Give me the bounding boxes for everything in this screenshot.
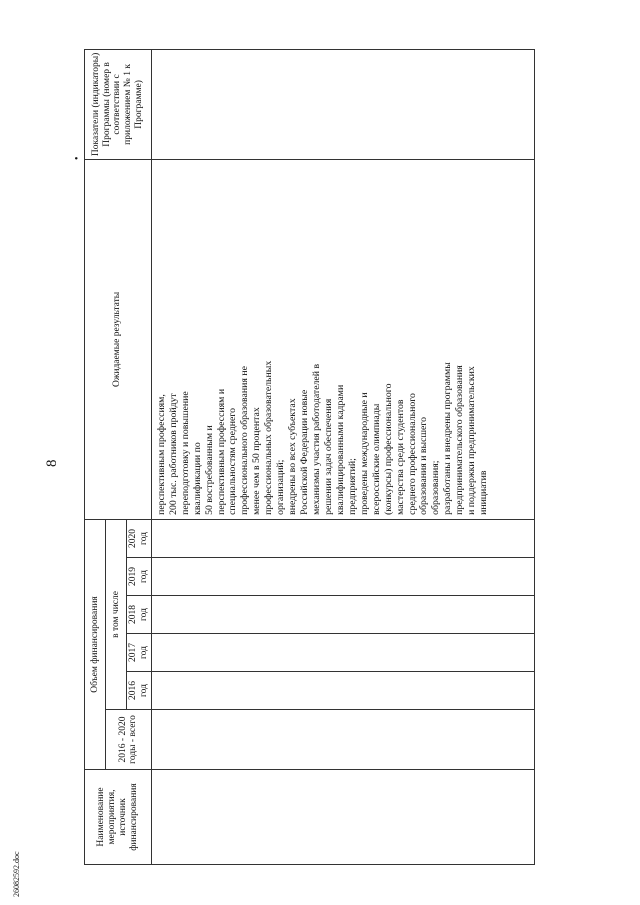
cell-2017 xyxy=(151,634,534,672)
expected-results-text xyxy=(156,164,490,515)
header-financing: Объем финансирования xyxy=(85,519,106,769)
header-2020: 2020 год xyxy=(127,519,152,557)
expected-results-line: предпринимательского образования xyxy=(454,365,466,515)
cell-indicators xyxy=(151,49,534,159)
header-2017: 2017 год xyxy=(127,634,152,672)
cell-2016 xyxy=(151,672,534,710)
page-number: 8 xyxy=(44,459,60,467)
expected-results-line: 50 востребованным и xyxy=(203,425,215,515)
expected-results-line: профессионального образования не xyxy=(239,366,251,515)
expected-results-line: перспективным профессиям, xyxy=(155,394,167,515)
expected-results-line: перспективным профессиям и xyxy=(215,388,227,515)
cell-activity xyxy=(151,770,534,865)
cell-2018 xyxy=(151,596,534,634)
expected-results-line: Российской Федерации новые xyxy=(299,389,311,515)
cell-total xyxy=(151,710,534,770)
page-mark: • xyxy=(72,156,83,160)
cell-2020 xyxy=(151,519,534,557)
expected-results-line: специальностям среднего xyxy=(227,407,239,515)
cell-2019 xyxy=(151,558,534,596)
expected-results-line: 200 тыс. работников пройдут xyxy=(167,393,179,515)
header-indicators: Показатели (индикаторы) Программы (номер в соответствии с приложением № 1 к Программе) xyxy=(85,49,152,159)
header-total: 2016 - 2020 годы - всего xyxy=(106,710,152,770)
header-including: в том числе xyxy=(106,519,127,709)
expected-results-line: предприятий; xyxy=(346,458,358,515)
expected-results-line: среднего профессионального xyxy=(406,393,418,515)
expected-results-line: мастерства среди студентов xyxy=(394,399,406,515)
header-activity: Наименование мероприятия, источник финансирования xyxy=(85,770,152,865)
footer-doc-id: 26082592.doc xyxy=(12,851,21,897)
expected-results-line: квалификации по xyxy=(191,442,203,515)
expected-results-line: разработаны и внедрены программы xyxy=(442,362,454,515)
header-2018: 2018 год xyxy=(127,596,152,634)
header-2019: 2019 год xyxy=(127,558,152,596)
cell-expected-results xyxy=(151,159,534,519)
expected-results-line: решении задач обеспечения xyxy=(322,398,334,515)
header-2016: 2016 год xyxy=(127,672,152,710)
expected-results-line: организаций; xyxy=(275,459,287,515)
expected-results-line: и поддержки предпринимательских xyxy=(466,366,478,515)
expected-results-line: (конкурсы) профессионального xyxy=(382,383,394,515)
expected-results-line: механизмы участия работодателей в xyxy=(311,363,323,515)
expected-results-line: образования и высшего xyxy=(418,416,430,515)
expected-results-line: инициатив xyxy=(478,470,490,515)
expected-results-line: менее чем в 50 процентах xyxy=(251,407,263,515)
header-expected-results: Ожидаемые результаты xyxy=(85,159,152,519)
expected-results-line: внедрены во всех субъектах xyxy=(287,398,299,515)
expected-results-line: всероссийские олимпиады xyxy=(370,403,382,515)
expected-results-line: переподготовку и повышение xyxy=(179,391,191,515)
expected-results-line: проведены международные и xyxy=(358,392,370,515)
expected-results-line: профессиональных образовательных xyxy=(263,360,275,515)
program-table xyxy=(84,49,535,865)
expected-results-line: образования; xyxy=(430,460,442,515)
expected-results-line: квалифицированными кадрами xyxy=(334,384,346,515)
